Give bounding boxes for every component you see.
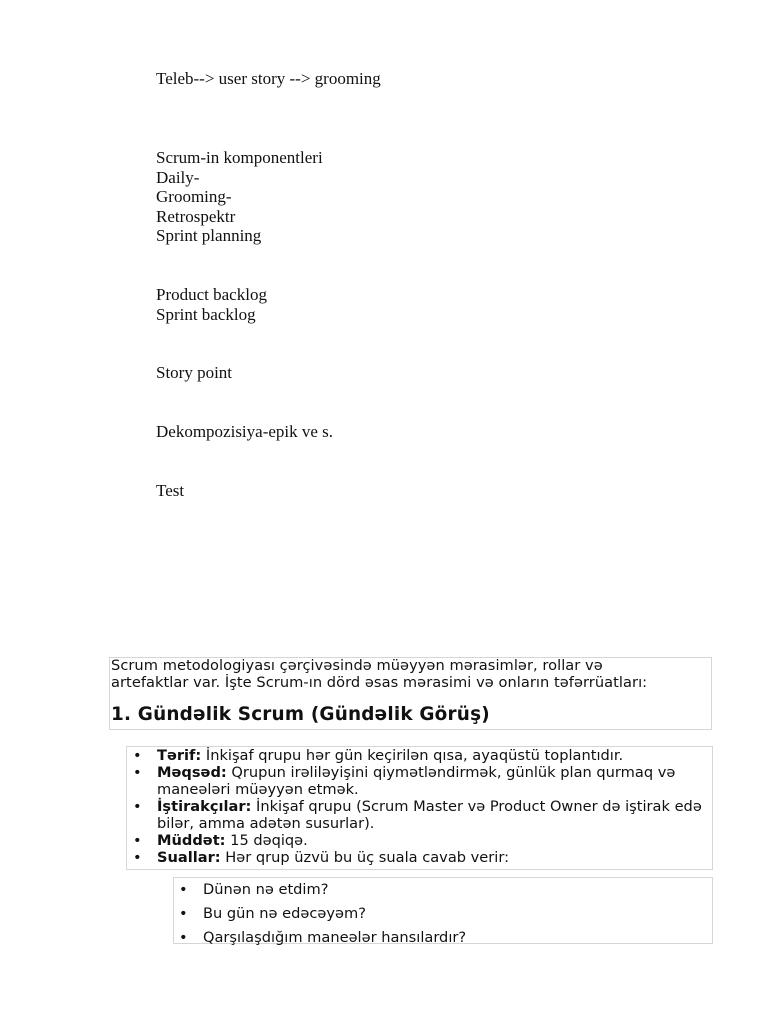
question-text: Bu gün nə edəcəyəm? [203,905,366,922]
bullet-icon: • [133,832,142,849]
list-item [127,764,712,798]
note-component-item: Daily- [156,167,200,187]
note-component-item: Sprint planning [156,226,262,245]
list-item [127,747,712,764]
bullet-icon: • [133,764,142,781]
note-text: Story point [156,363,233,382]
item-text: Hər qrup üzvü bu üç suala cavab verir: [220,849,509,866]
note-scrum-components [156,148,323,246]
list-item [127,849,712,866]
daily-scrum-details-list [126,746,713,870]
note-decomposition [156,422,333,442]
item-text: İnkişaf qrupu hər gün keçirilən qısa, ayaqüstü toplantıdır. [201,747,624,764]
note-backlogs [156,285,267,324]
item-text: İnkişaf qrupu (Scrum Master və Product Owner də iştirak edə bilər, amma adətən susurlar). [157,798,702,832]
item-label: Suallar: [157,849,221,866]
article-heading: 1. Gündəlik Scrum (Gündəlik Görüş) [111,704,490,726]
note-text: Dekompozisiya-epik ve s. [156,422,334,441]
item-label: Müddət: [157,832,226,849]
question-item [174,878,712,902]
question-item [174,902,712,926]
article-intro-line: Scrum metodologiyası çərçivəsində müəyyən mərasimlər, rollar və [111,657,603,674]
article-intro-block [109,657,712,730]
list-item [127,832,712,849]
article-intro-line: artefaktlar var. İşte Scrum-ın dörd əsas mərasimi və onların təfərrüatları: [111,673,648,691]
note-story-point [156,363,232,383]
note-text: Test [156,481,185,500]
note-text: Teleb--> user story --> grooming [156,69,381,88]
bullet-icon: • [133,849,142,866]
note-line-requirement-flow [156,69,381,89]
list-item [127,798,712,832]
note-component-item: Retrospektr [156,206,236,226]
item-label: Məqsəd: [157,764,227,781]
note-backlog-item: Product backlog [156,285,267,304]
daily-scrum-questions-list [173,877,713,944]
bullet-icon: • [133,798,142,815]
bullet-icon: • [179,929,188,946]
note-components-title: Scrum-in komponentleri [156,148,323,167]
bullet-icon: • [133,747,142,764]
note-component-item: Grooming- [156,187,232,206]
bullet-icon: • [179,905,188,922]
note-backlog-item: Sprint backlog [156,304,256,324]
question-text: Dünən nə etdim? [203,881,329,898]
item-label: İştirakçılar: [157,798,252,815]
note-test [156,481,184,501]
item-text: 15 dəqiqə. [225,832,308,849]
item-label: Tərif: [157,747,202,764]
bullet-icon: • [179,881,188,898]
question-item [174,926,712,950]
item-text: Qrupun irəliləyişini qiymətləndirmək, günlük plan qurmaq və maneələri müəyyən etmək. [157,764,676,798]
question-text: Qarşılaşdığım maneələr hansılardır? [203,929,467,946]
article-intro-paragraph [110,658,711,691]
